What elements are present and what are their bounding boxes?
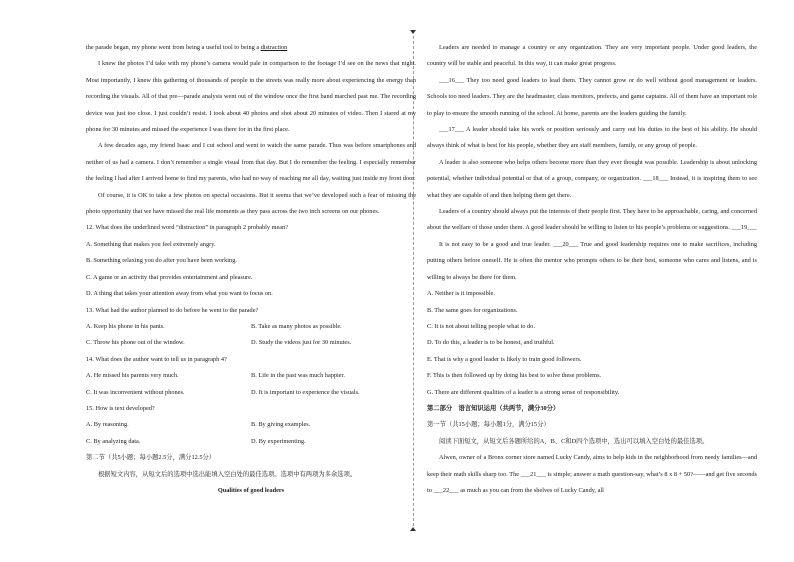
options-13-row-1 — [86, 319, 416, 335]
column-marker-bottom — [410, 527, 416, 531]
option-14d: D. It is important to experience the visuals. — [251, 388, 360, 396]
option-12d: D. A thing that takes your attention away from what you want to focus on. — [86, 290, 273, 298]
paragraph-4: Of course, it is OK to take a few photos on special occasions. But it seems that we’ve developed such a fear of missing the photo opportunity that we have missed the real life moments as they pass across the two inch screens on our phones. — [86, 191, 416, 216]
options-13-row-2 — [86, 335, 416, 351]
option-15b: B. By giving examples. — [251, 421, 311, 429]
paragraph-r2: ___16___ They too need good leaders to lead them. They cannot grow or do well without good management or leaders. Schools too need leaders. They are the headmaster, class monitors, prefects, and game captains. All of them have an important role to play to ensure the smooth running of the school. At home, parents are the leaders guiding the family. — [427, 76, 757, 117]
option-a: A. Neither is it impossible. — [427, 290, 495, 298]
question-13: 13. What had the author planned to do before he went to the parade? — [86, 306, 259, 314]
options-14-row-1 — [86, 368, 416, 384]
paragraph-3: A few decades ago, my friend Isaac and I cut school and went to watch the same parade. Thus was before smartphones and neither of us had a camera. I don’t remember a single visual from that day. But I do remember the feeling. I especially remember the feeling I had after I arrived home to find my parents, who had no way of reaching me all day, waiting just inside my front door. — [86, 142, 416, 183]
right-column — [427, 40, 757, 499]
option-13a: A. Keep his phone in his pants. — [86, 322, 165, 330]
section-2-instructions: 根据短文内容，从短文后的选项中选出能填入空白处的最佳选项。选项中有两项为多余选项。 — [98, 470, 357, 478]
paragraph-2: I knew the photos I’d take with my phone’s camera would pale in comparison to the footage I’d see on the news that night. Most importantly, I knew this gathering of thousands of people in the streets was really more about experiencing the energy than recording the visuals. All of that pre—parade analysis went out of the window once the first band marched past me. The recording device was just too close. I just couldn’t resist. I took about 40 photos and shot about 20 minutes of video. Then I stared at my phone for 30 minutes and missed the experience I was there for in the first place. — [86, 60, 416, 134]
section-2-heading: 第二节（共5小题；每小题2.5分，满分12.5分） — [86, 454, 216, 462]
options-15-row-2 — [86, 434, 416, 450]
question-15: 15. How is text developed? — [86, 404, 155, 412]
paragraph-r4: A leader is also someone who helps others become more than they ever thought was possible. Leadership is about unlocking potential, whether individual potential or that of a group, company, or organization. ___18___ Instead, it is inspiring them to see what they are capable of and then helping them get there. — [427, 158, 757, 199]
option-13c: C. Throw his phone out of the window. — [86, 339, 185, 347]
option-f: F. This is then followed up by doing his best to solve these problems. — [427, 372, 602, 380]
option-12c: C. A game or an activity that provides entertainment and pleasure. — [86, 273, 253, 281]
options-15-row-1 — [86, 417, 416, 433]
part-2-heading: 第二部分 语言知识运用（共两节，满分30分） — [427, 404, 560, 412]
option-b: B. The same goes for organizations. — [427, 306, 518, 314]
options-14-row-2 — [86, 385, 416, 401]
option-d: D. To do this, a leader is to be honest, and truthful. — [427, 339, 555, 347]
column-marker-top — [410, 30, 416, 34]
paragraph-1-text: the parade began, my phone went from being a useful tool to being a — [86, 44, 261, 51]
passage-title: Qualities of good leaders — [217, 486, 285, 494]
option-13b: B. Take as many photos as possible. — [251, 322, 342, 330]
question-12: 12. What does the underlined word “distraction” in paragraph 2 probably mean? — [86, 224, 289, 232]
option-15c: C. By analyzing data. — [86, 437, 141, 445]
option-15d: D. By experimenting. — [251, 437, 306, 445]
left-column — [86, 40, 416, 499]
option-12a: A. Something that makes you feel extremely angry. — [86, 240, 216, 248]
cloze-paragraph-1: Alwen, owner of a Bronx corner store named Lucky Candy, aims to help kids in the neighborhood from needy families—and keep their math skills sharp too. The ___21___ is simple; answer a math question-say, what’s 8 x 8 + 50?——and get five seconds to ___22___ as much as you can from the shelves of Lucky Candy, all — [427, 454, 757, 494]
option-14c: C. It was inconvenient without phones. — [86, 388, 185, 396]
option-12b: B. Something relaxing you do after you have been working. — [86, 257, 237, 265]
part-2-section-1-heading: 第一节（共15小题；每小题1分，满分15分） — [427, 421, 550, 429]
paragraph-r1: Leaders are needed to manage a country or any organization. They are very important people. Under good leaders, the country will be stable and peaceful. In this way, it can make great progress. — [427, 44, 757, 68]
question-14: 14. What does the author want to tell us in paragraph 4? — [86, 355, 227, 363]
option-c: C. It is not about telling people what to do. — [427, 322, 535, 330]
option-g: G. There are different qualities of a leader is a strong sense of responsibility. — [427, 388, 620, 396]
paragraph-r5: Leaders of a country should always put the interests of their people first. They have to be approachable, caring, and concerned about the welfare of those under them. A good leader should be willing to listen to his people’s problems or suggestions. ___19___ — [427, 208, 757, 232]
option-15a: A. By reasoning. — [86, 421, 129, 429]
option-e: E. That is why a good leader is likely to train good followers. — [427, 355, 582, 363]
paragraph-r3: ___17___ A leader should take his work or position seriously and carry out his duties to the best of his ability. He should always think of what is best for his people, whether they are staff members, family, or any group of people. — [427, 126, 757, 150]
paragraph-r6: It is not easy to be a good and true leader. ___20___ True and good leadership requires one to make sacrifices, including putting others before oneself. He is often the mentor who prompts others to be their best, someone who cares and listens, and is willing to always be there for them. — [427, 240, 757, 281]
option-13d: D. Study the videos just for 30 minutes. — [251, 339, 352, 347]
underlined-word: distraction — [260, 44, 288, 51]
part-2-instructions: 阅读下面短文，从短文后各题所给的A、B、C和D四个选项中，选出可以填入空白处的最佳选项。 — [439, 437, 709, 445]
option-14b: B. Life in the past was much happier. — [251, 372, 345, 380]
option-14a: A. He missed his parents very much. — [86, 372, 179, 380]
paragraph-1 — [86, 40, 416, 56]
